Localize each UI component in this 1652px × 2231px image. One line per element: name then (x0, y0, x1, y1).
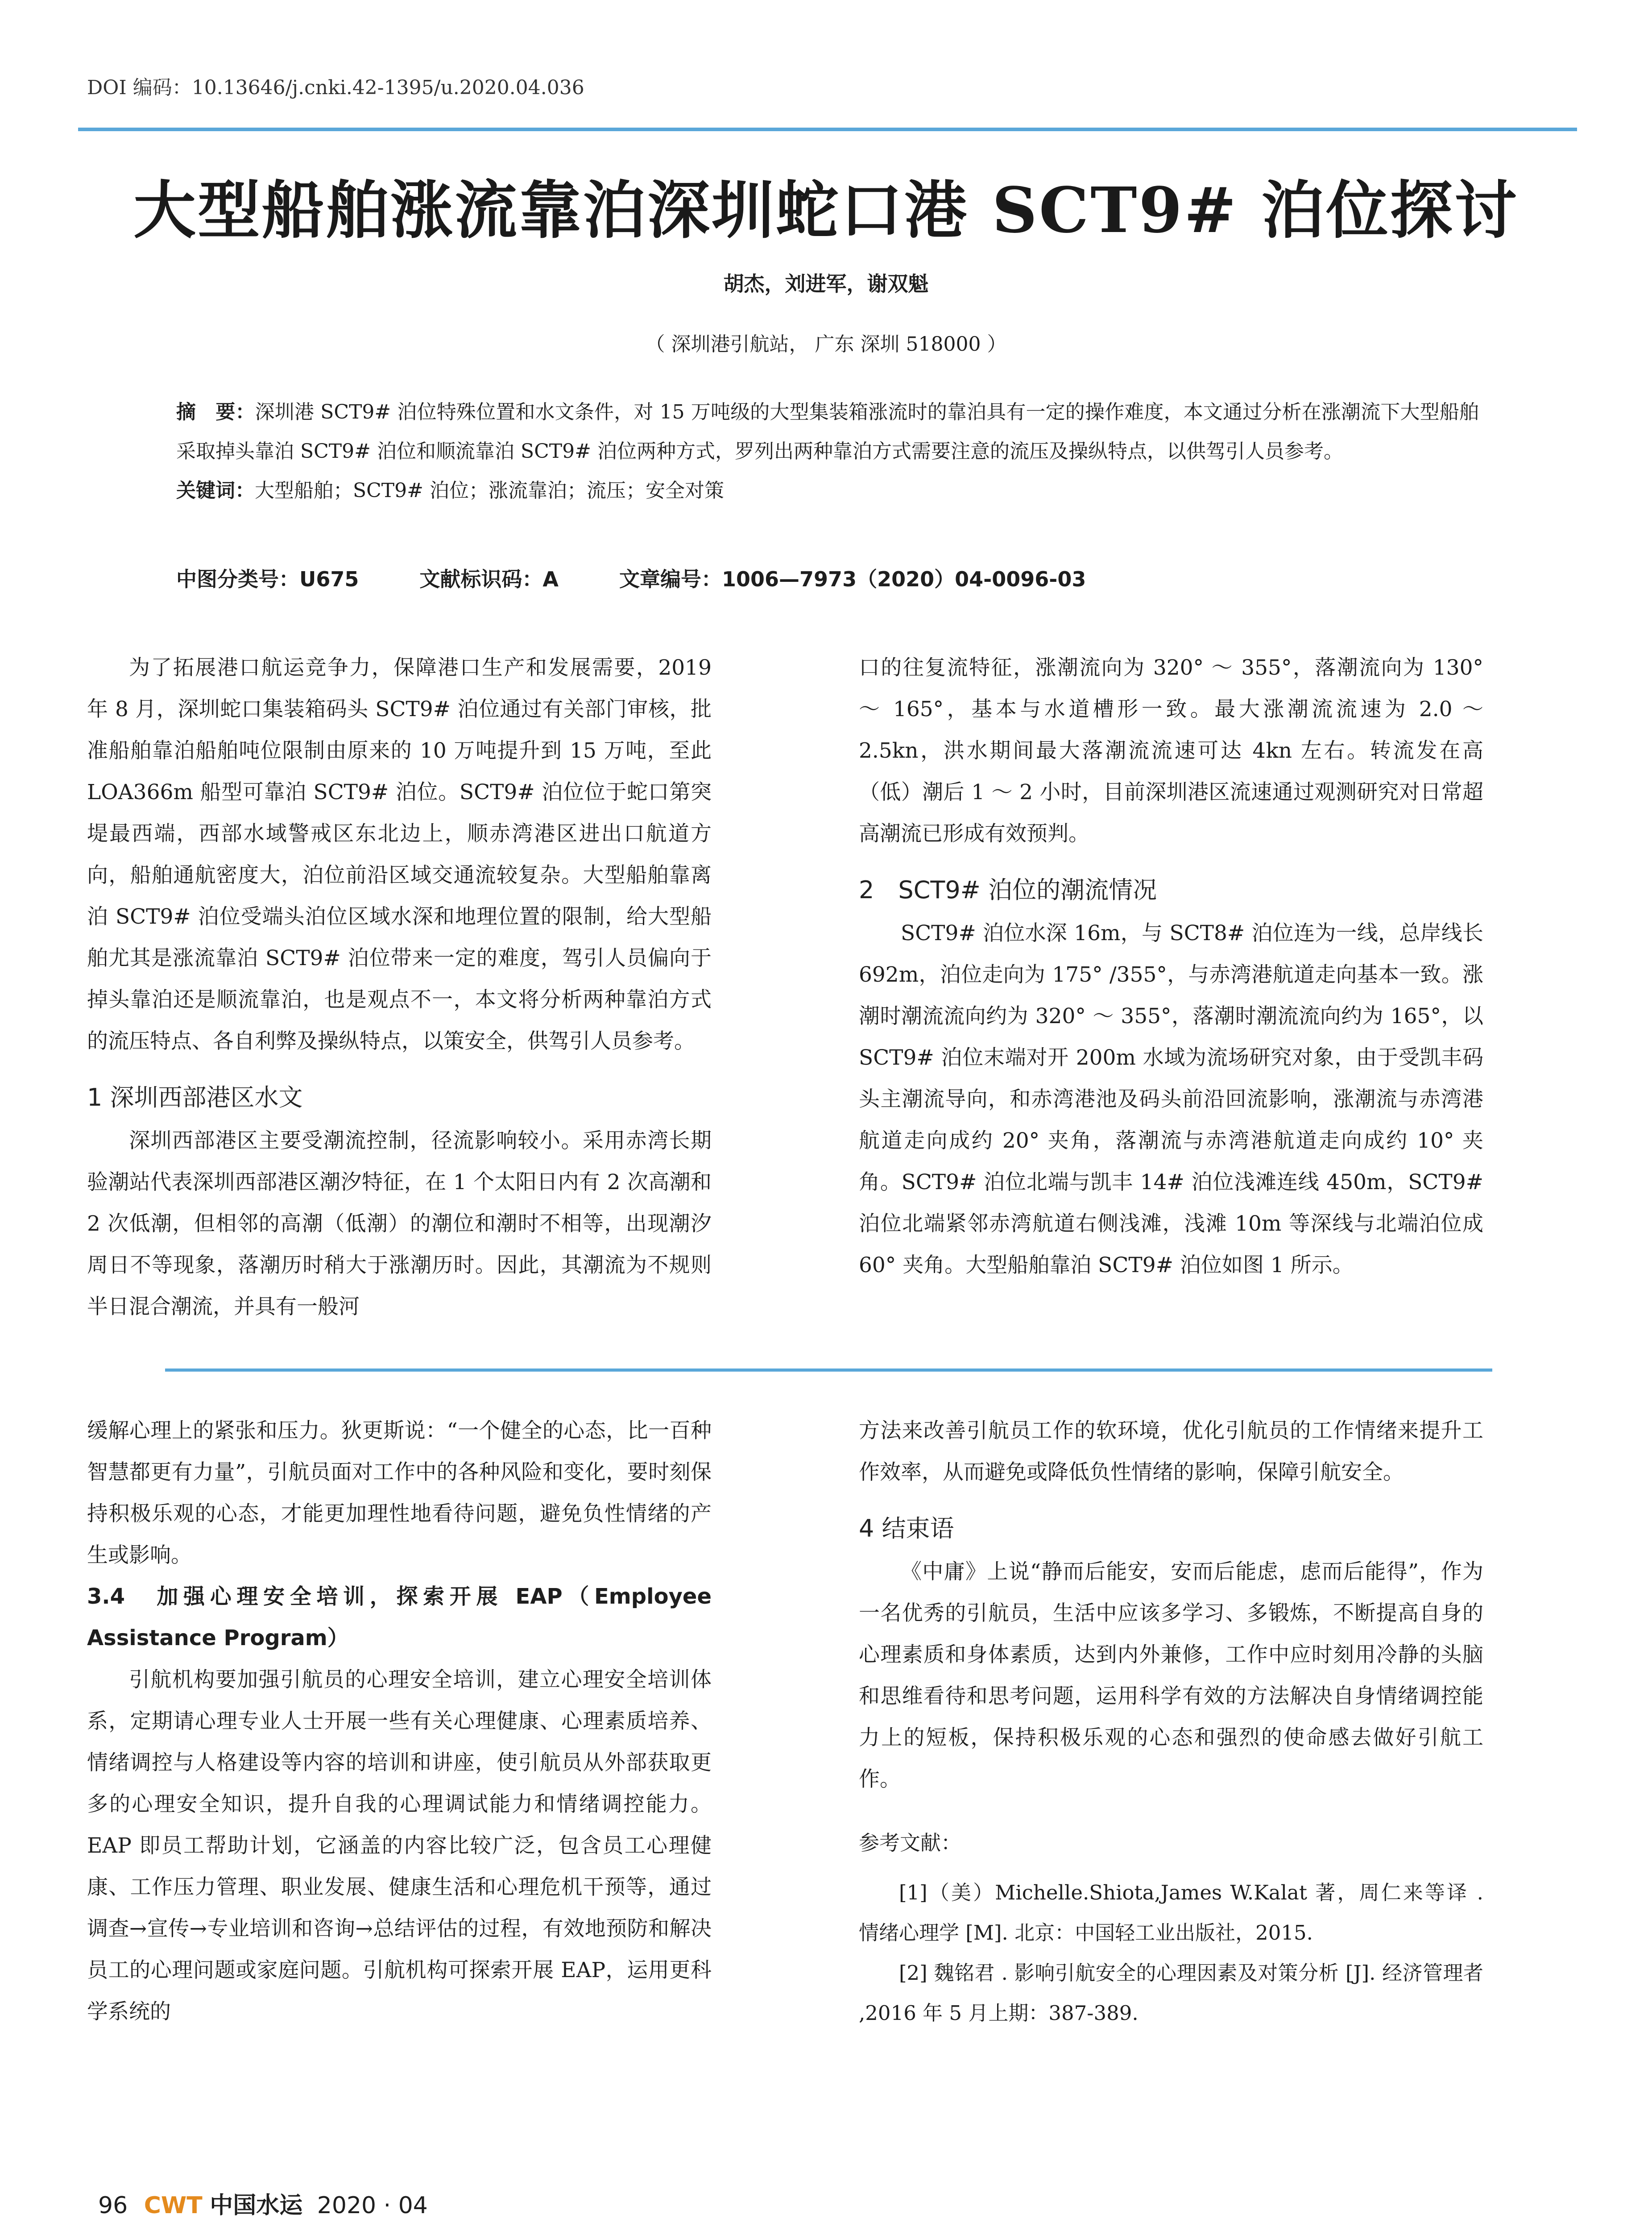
header-rule (78, 128, 1577, 131)
journal-name: 中国水运 (210, 2192, 303, 2219)
section-1-paragraph: 深圳西部港区主要受潮流控制，径流影响较小。采用赤湾长期验潮站代表深圳西部港区潮汐特征，在 1 个太阳日内有 2 次高潮和 2 次低潮，但相邻的高潮（低潮）的潮位和潮时不相等，出现潮汐周日不等现象，落潮历时稍大于涨潮历时。因此，其潮流为不规则半日混合潮流，并具有一般河 (87, 1128, 712, 1319)
doi-line: DOI 编码：10.13646/j.cnki.42-1395/u.2020.04.036 (87, 76, 584, 99)
abstract-block (176, 393, 1479, 510)
subsection-3-4-paragraph: 引航机构要加强引航员的心理安全培训，建立心理安全培训体系，定期请心理专业人士开展一些有关心理健康、心理素质培养、情绪调控与人格建设等内容的培训和讲座，使引航员从外部获取更多的心理安全知识，提升自我的心理调试能力和情绪调控能力。EAP 即员工帮助计划，它涵盖的内容比较广泛，包含员工心理健康、工作压力管理、职业发展、健康生活和心理危机干预等，通过调查→宣传→专业培训和咨询→总结评估的过程，有效地预防和解决员工的心理问题或家庭问题。引航机构可探索开展 EAP，运用更科学系统的 (87, 1667, 712, 2024)
keywords-text: 大型船舶；SCT9# 泊位；涨流靠泊；流压；安全对策 (255, 479, 725, 502)
keywords (176, 471, 1479, 510)
page-number: 96 (98, 2192, 128, 2219)
clc-number: 中图分类号：U675 (176, 567, 359, 591)
intro-paragraph: 为了拓展港口航运竞争力，保障港口生产和发展需要，2019 年 8 月，深圳蛇口集装箱码头 SCT9# 泊位通过有关部门审核，批准船舶靠泊船舶吨位限制由原来的 10 万吨提升到 15 万吨，至此 LOA366m 船型可靠泊 SCT9# 泊位。SCT9# 泊位位于蛇口第突堤最西端，西部水域警戒区东北边上，顺赤湾港区进出口航道方向，船舶通航密度大，泊位前沿区域交通流较复杂。大型船舶靠离泊 SCT9# 泊位受端头泊位区域水深和地理位置的限制，给大型船舶尤其是涨流靠泊 SCT9# 泊位带来一定的难度，驾引人员偏向于掉头靠泊还是顺流靠泊，也是观点不一，本文将分析两种靠泊方式的流压特点、各自利弊及操纵特点，以策安全，供驾引人员参考。 (87, 655, 712, 1053)
article-title: 大型船舶涨流靠泊深圳蛇口港 SCT9# 泊位探讨 (133, 174, 1519, 247)
abstract-text: 深圳港 SCT9# 泊位特殊位置和水文条件，对 15 万吨级的大型集装箱涨流时的靠泊具有一定的操作难度，本文通过分析在涨潮流下大型船舶采取掉头靠泊 SCT9# 泊位和顺流靠泊 SCT9# 泊位两种方式，罗列出两种靠泊方式需要注意的流压及操纵特点，以供驾引人员参考。 (176, 401, 1479, 463)
page-footer (98, 2186, 428, 2220)
section-2-heading: 2 SCT9# 泊位的潮流情况 (859, 876, 1157, 904)
issue-label: 2020 · 04 (317, 2192, 428, 2219)
left-column-top (87, 647, 712, 1327)
article-number: 文章编号：1006—7973（2020）04-0096-03 (619, 567, 1086, 591)
references-heading: 参考文献： (859, 1831, 961, 1855)
continuation-paragraph-2: 缓解心理上的紧张和压力。狄更斯说：“一个健全的心态，比一百种智慧都更有力量”，引航员面对工作中的各种风险和变化，要时刻保持积极乐观的心态，才能更加理性地看待问题，避免负性情绪的产生或影响。 (87, 1418, 712, 1568)
section-4-heading: 4 结束语 (859, 1514, 954, 1543)
continuation-paragraph: 口的往复流特征，涨潮流向为 320° ～ 355°，落潮流向为 130° ～ 165°，基本与水道槽形一致。最大涨潮流流速为 2.0 ～ 2.5kn，洪水期间最大落潮流流速可达 4kn 左右。转流发在高（低）潮后 1 ～ 2 小时，目前深圳港区流速通过观测研究对日常超高潮流已形成有效预判。 (859, 655, 1483, 846)
section-4-paragraph: 《中庸》上说“静而后能安，安而后能虑，虑而后能得”，作为一名优秀的引航员，生活中应该多学习、多锻炼，不断提高自身的心理素质和身体素质，达到内外兼修，工作中应时刻用冷静的头脑和思维看待和思考问题，运用科学有效的方法解决自身情绪调控能力上的短板，保持积极乐观的心态和强烈的使命感去做好引航工作。 (859, 1559, 1483, 1791)
keywords-label: 关键词： (176, 479, 255, 502)
classification-row (176, 563, 1139, 593)
left-column-bottom (87, 1410, 712, 2032)
reference-item: [1]（美）Michelle.Shiota,James W.Kalat 著，周仁来等译 . 情绪心理学 [M]. 北京：中国轻工业出版社，2015. (859, 1881, 1483, 1945)
right-column-bottom (859, 1410, 1483, 2033)
continuation-paragraph-3: 方法来改善引航员工作的软环境，优化引航员的工作情绪来提升工作效率，从而避免或降低负性情绪的影响，保障引航安全。 (859, 1418, 1483, 1485)
subsection-3-4-heading: 3.4 加强心理安全培训，探索开展 EAP（Employee Assistance Program） (87, 1584, 712, 1650)
section-2-paragraph: SCT9# 泊位水深 16m，与 SCT8# 泊位连为一线，总岸线长 692m，泊位走向为 175° /355°，与赤湾港航道走向基本一致。涨潮时潮流流向约为 320° ～ 355°，落潮时潮流流向约为 165°，以 SCT9# 泊位末端对开 200m 水域为流场研究对象，由于受凯丰码头主潮流导向，和赤湾港池及码头前沿回流影响，涨潮流与赤湾港航道走向成约 20° 夹角，落潮流与赤湾港航道走向成约 10° 夹角。SCT9# 泊位北端与凯丰 14# 泊位浅滩连线 450m，SCT9# 泊位北端紧邻赤湾航道右侧浅滩，浅滩 10m 等深线与北端泊位成 60° 夹角。大型船舶靠泊 SCT9# 泊位如图 1 所示。 (859, 921, 1483, 1277)
affiliation: （ 深圳港引航站， 广东 深圳 518000 ） (645, 333, 1007, 356)
section-1-heading: 1 深圳西部港区水文 (87, 1083, 303, 1111)
authors: 胡杰，刘进军，谢双魁 (723, 272, 929, 296)
document-code: 文献标识码：A (419, 567, 559, 591)
journal-logo: CWT (144, 2192, 203, 2219)
abstract (176, 393, 1479, 471)
abstract-label: 摘 要： (176, 401, 255, 423)
section-divider-rule (165, 1368, 1492, 1372)
reference-item: [2] 魏铭君 . 影响引航安全的心理因素及对策分析 [J]. 经济管理者 ,2016 年 5 月上期：387-389. (859, 1961, 1483, 2025)
right-column-top (859, 647, 1483, 1286)
